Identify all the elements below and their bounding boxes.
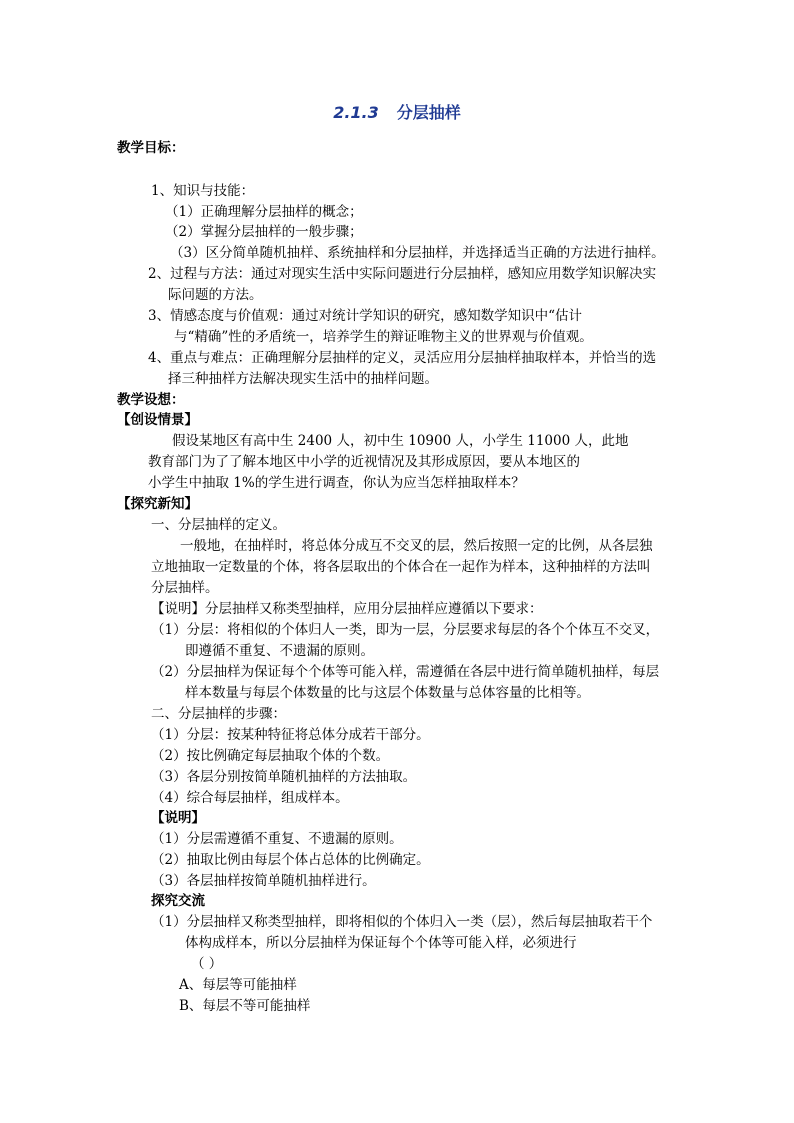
- scenario-line: 假设某地区有高中生 2400 人，初中生 10900 人，小学生 11000 人，此地: [172, 433, 629, 449]
- definition-line: 立地抽取一定数量的个体，将各层取出的个体合在一起作为样本，这种抽样的方法叫: [151, 559, 651, 575]
- section-title: 分层抽样: [396, 103, 461, 122]
- objective-line: 1、知识与技能：: [151, 183, 255, 199]
- definition-line: 分层抽样。: [151, 580, 219, 596]
- note-item: 样本数量与每层个体数量的比与这层个体数量与总体容量的比相等。: [185, 685, 590, 701]
- note-item: 即遵循不重复、不遗漏的原则。: [185, 643, 374, 659]
- objective-line: （1）正确理解分层抽样的概念；: [165, 204, 363, 220]
- objective-line: 4、重点与难点：正确理解分层抽样的定义，灵活应用分层抽样抽取样本，并恰当的选: [148, 350, 657, 366]
- scenario-heading: 【创设情景】: [117, 412, 198, 428]
- scenario-line: 教育部门为了了解本地区中小学的近视情况及其形成原因，要从本地区的: [148, 454, 580, 470]
- objective-line: （2）掌握分层抽样的一般步骤；: [165, 224, 363, 240]
- explore-heading: 【探究新知】: [117, 496, 198, 512]
- page-title: [0, 100, 794, 123]
- note2-item: （3）各层抽样按简单随机抽样进行。: [151, 873, 376, 889]
- step-item: （2）按比例确定每层抽取个体的个数。: [151, 748, 390, 764]
- objective-line: 2、过程与方法：通过对现实生活中实际问题进行分层抽样，感知应用数学知识解决实: [148, 266, 657, 282]
- note2-item: （1）分层需遵循不重复、不遗漏的原则。: [151, 831, 403, 847]
- objectives-heading: 教学目标：: [117, 140, 185, 156]
- objective-line: 3、情感态度与价值观：通过对统计学知识的研究，感知数学知识中“估计: [148, 308, 582, 324]
- objective-line: 际问题的方法。: [168, 287, 263, 303]
- definition-line: 一般地，在抽样时，将总体分成互不交叉的层，然后按照一定的比例，从各层独: [180, 538, 653, 554]
- exchange-line: 体构成样本，所以分层抽样为保证每个个体等可能入样，必须进行: [185, 935, 577, 951]
- note-item: （2）分层抽样为保证每个个体等可能入样，需遵循在各层中进行简单随机抽样，每层: [151, 664, 660, 680]
- scenario-line: 小学生中抽取 1%的学生进行调查，你认为应当怎样抽取样本？: [148, 475, 525, 491]
- exchange-line: （1）分层抽样又称类型抽样，即将相似的个体归入一类（层），然后每层抽取若干个: [151, 914, 653, 930]
- definition-heading: 一、分层抽样的定义。: [151, 517, 286, 533]
- step-item: （3）各层分别按简单随机抽样的方法抽取。: [151, 769, 417, 785]
- section-number: 2.1.3: [333, 103, 379, 122]
- design-heading: 教学设想：: [117, 392, 185, 408]
- objective-line: 择三种抽样方法解决现实生活中的抽样问题。: [168, 371, 438, 387]
- answer-blank: （ ）: [191, 956, 223, 972]
- note-heading: 【说明】分层抽样又称类型抽样，应用分层抽样应遵循以下要求：: [151, 601, 543, 617]
- note-item: （1）分层：将相似的个体归人一类，即为一层，分层要求每层的各个个体互不交叉，: [151, 622, 660, 638]
- note2-heading: 【说明】: [151, 810, 205, 826]
- objective-line: 与“精确”性的矛盾统一，培养学生的辩证唯物主义的世界观与价值观。: [174, 329, 593, 345]
- option-a: A、每层等可能抽样: [179, 977, 297, 993]
- note2-item: （2）抽取比例由每层个体占总体的比例确定。: [151, 852, 430, 868]
- exchange-heading: 探究交流: [151, 893, 205, 909]
- objective-line: （3）区分简单随机抽样、系统抽样和分层抽样，并选择适当正确的方法进行抽样。: [170, 245, 665, 261]
- step-item: （1）分层：按某种特征将总体分成若干部分。: [151, 727, 430, 743]
- steps-heading: 二、分层抽样的步骤：: [151, 706, 286, 722]
- step-item: （4）综合每层抽样，组成样本。: [151, 790, 349, 806]
- option-b: B、每层不等可能抽样: [179, 998, 311, 1014]
